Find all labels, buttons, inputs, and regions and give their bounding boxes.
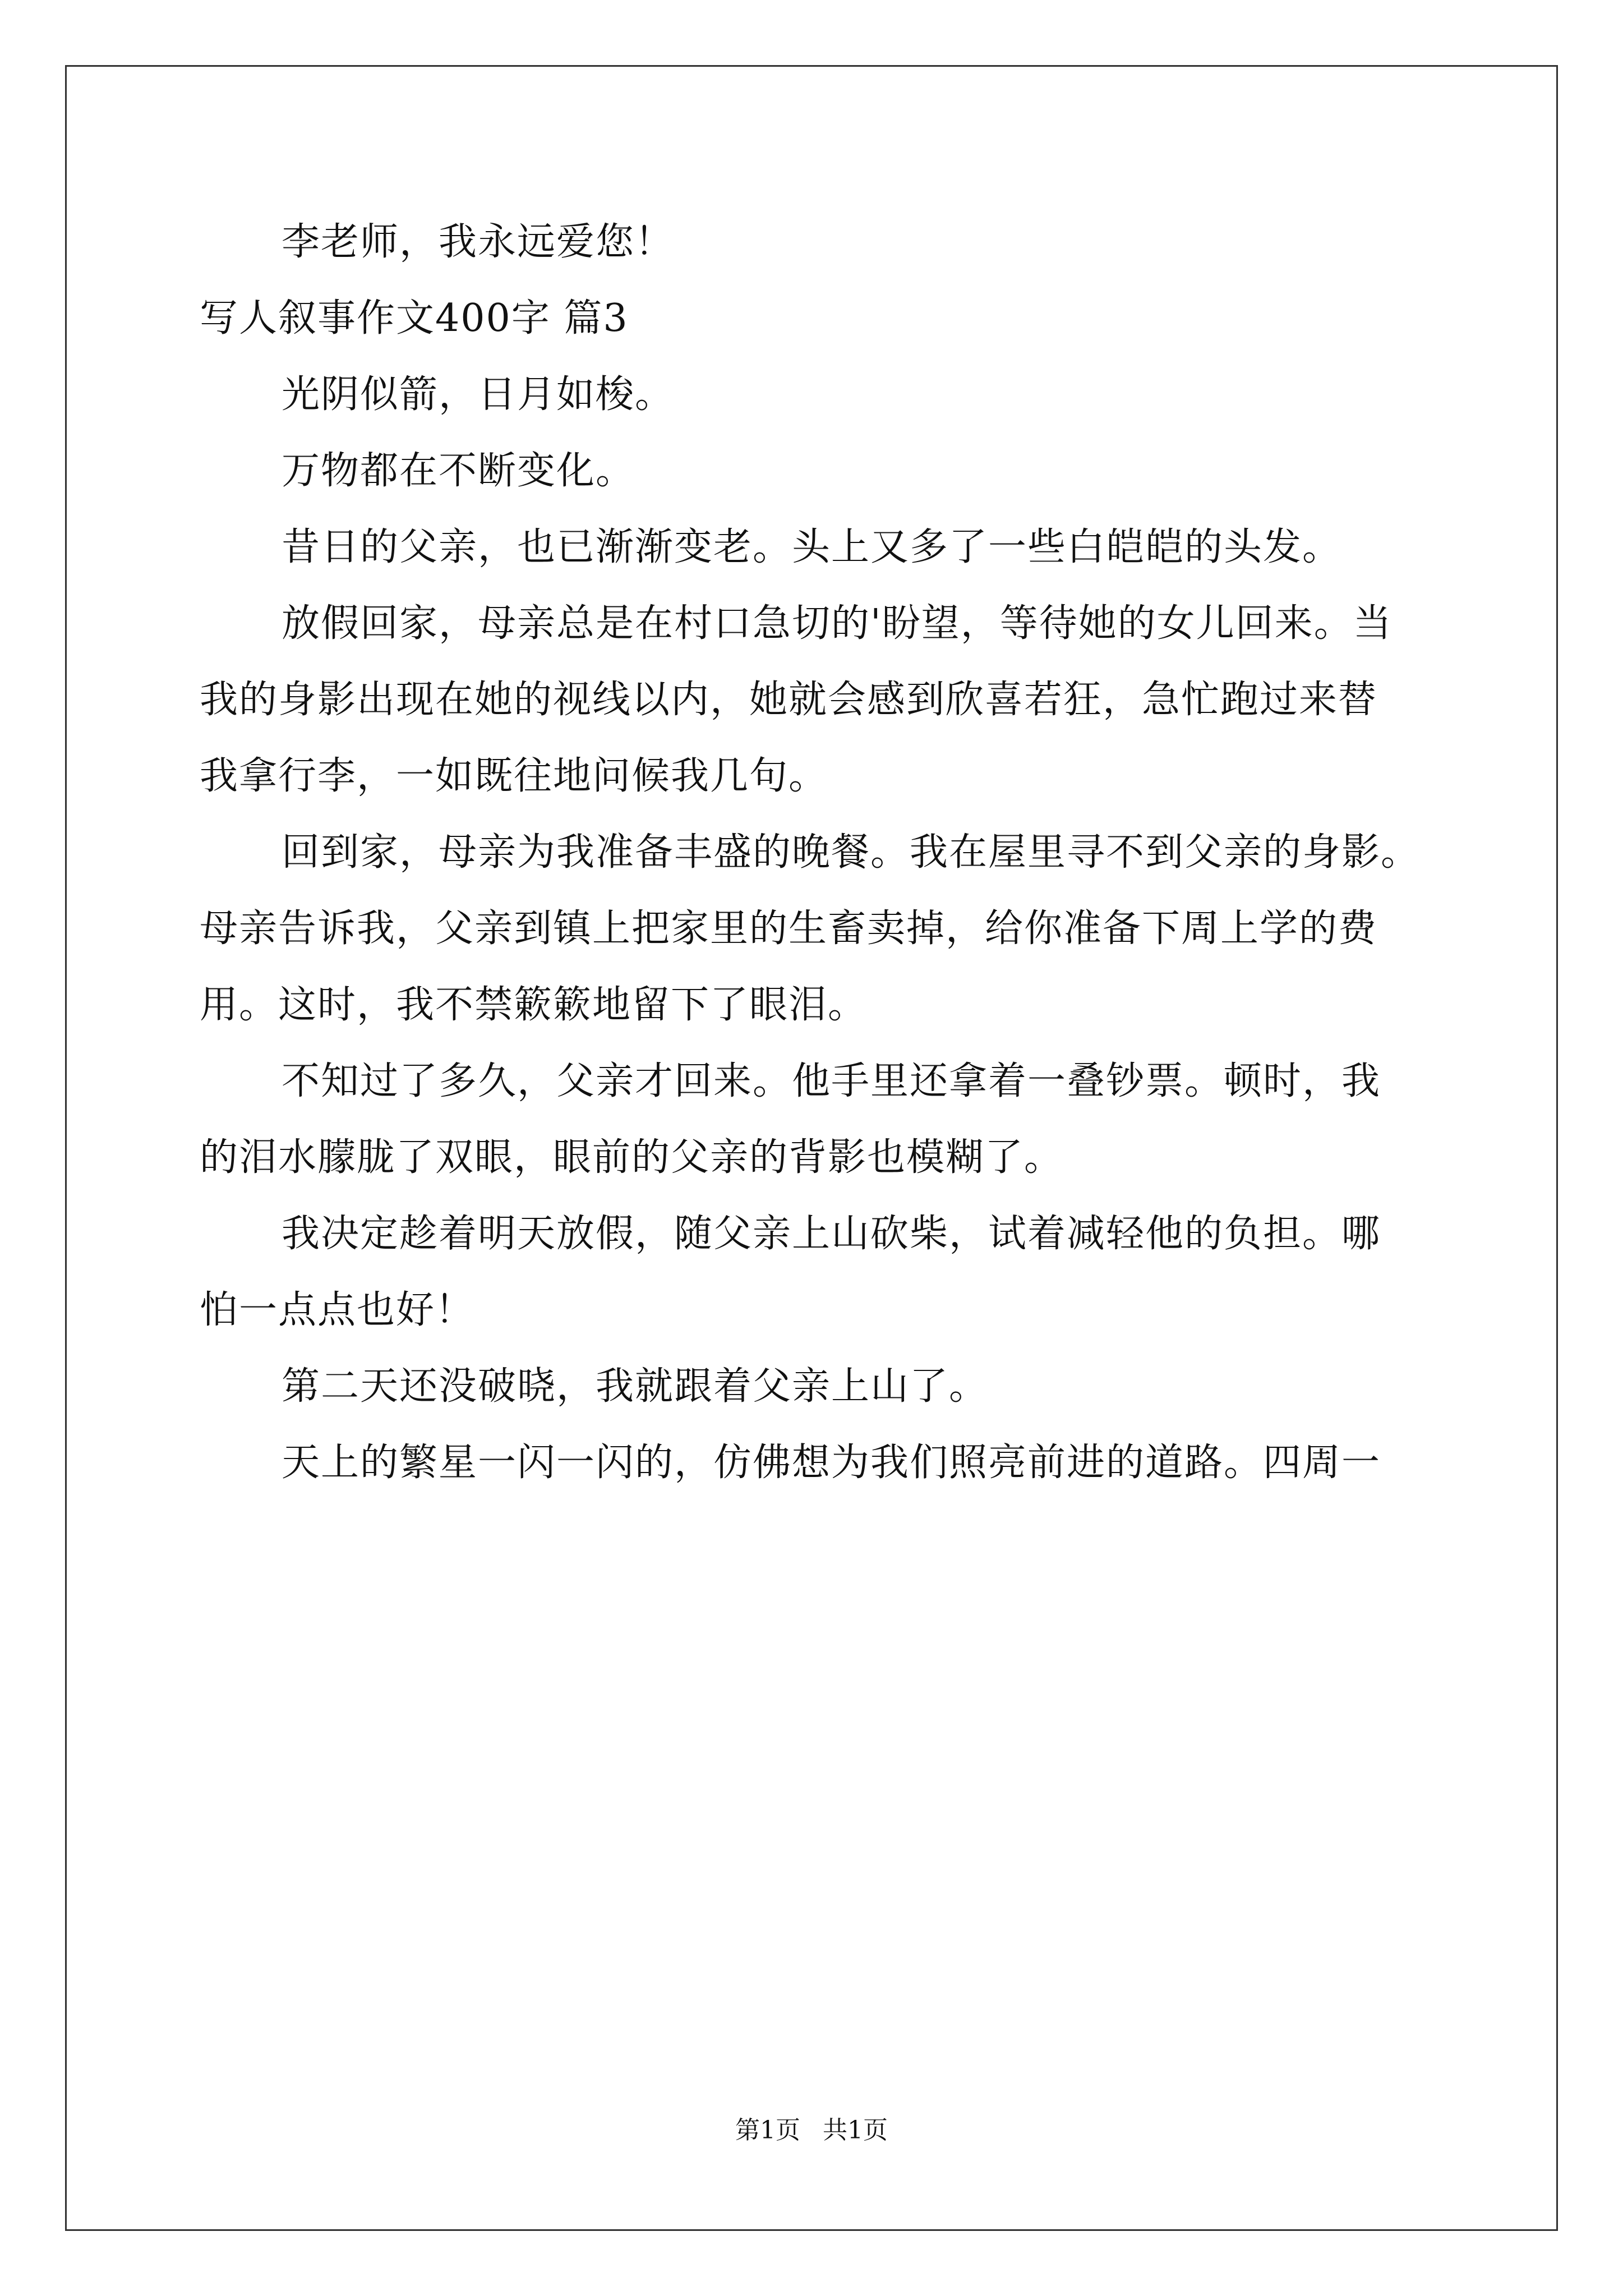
paragraph-line: 放假回家，母亲总是在村口急切的'盼望，等待她的女儿回来。当 [282, 601, 1393, 646]
paragraph-line: 光阴似箭，日月如梭。 [282, 372, 675, 417]
paragraph-line: 我决定趁着明天放假，随父亲上山砍柴，试着减轻他的负担。哪 [282, 1212, 1381, 1256]
paragraph-line: 怕一点点也好！ [200, 1288, 475, 1332]
paragraph-line: 的泪水朦胧了双眼，眼前的父亲的背影也模糊了。 [200, 1135, 1064, 1180]
paragraph-line: 李老师，我永远爱您！ [282, 220, 675, 264]
paragraph-line: 万物都在不断变化。 [282, 449, 635, 493]
page-total: 共1页 [823, 2116, 888, 2145]
section-heading: 写人叙事作文400字 篇3 [200, 296, 629, 341]
paragraph-line: 不知过了多久，父亲才回来。他手里还拿着一叠钞票。顿时，我 [282, 1059, 1381, 1103]
paragraph-line: 我拿行李，一如既往地问候我几句。 [200, 754, 828, 798]
paragraph-line: 回到家，母亲为我准备丰盛的晚餐。我在屋里寻不到父亲的身影。 [282, 830, 1421, 875]
paragraph-line: 我的身影出现在她的视线以内，她就会感到欣喜若狂，急忙跑过来替 [200, 678, 1378, 722]
paragraph-line: 用。这时，我不禁簌簌地留下了眼泪。 [200, 983, 868, 1027]
paragraph-line: 第二天还没破晓，我就跟着父亲上山了。 [282, 1364, 989, 1409]
paragraph-line: 母亲告诉我，父亲到镇上把家里的生畜卖掉，给你准备下周上学的费 [200, 907, 1378, 951]
page-number: 第1页 [735, 2116, 800, 2145]
paragraph-line: 天上的繁星一闪一闪的，仿佛想为我们照亮前进的道路。四周一 [282, 1441, 1381, 1485]
page-footer [0, 2115, 1623, 2146]
paragraph-line: 昔日的父亲，也已渐渐变老。头上又多了一些白皑皑的头发。 [282, 525, 1342, 569]
